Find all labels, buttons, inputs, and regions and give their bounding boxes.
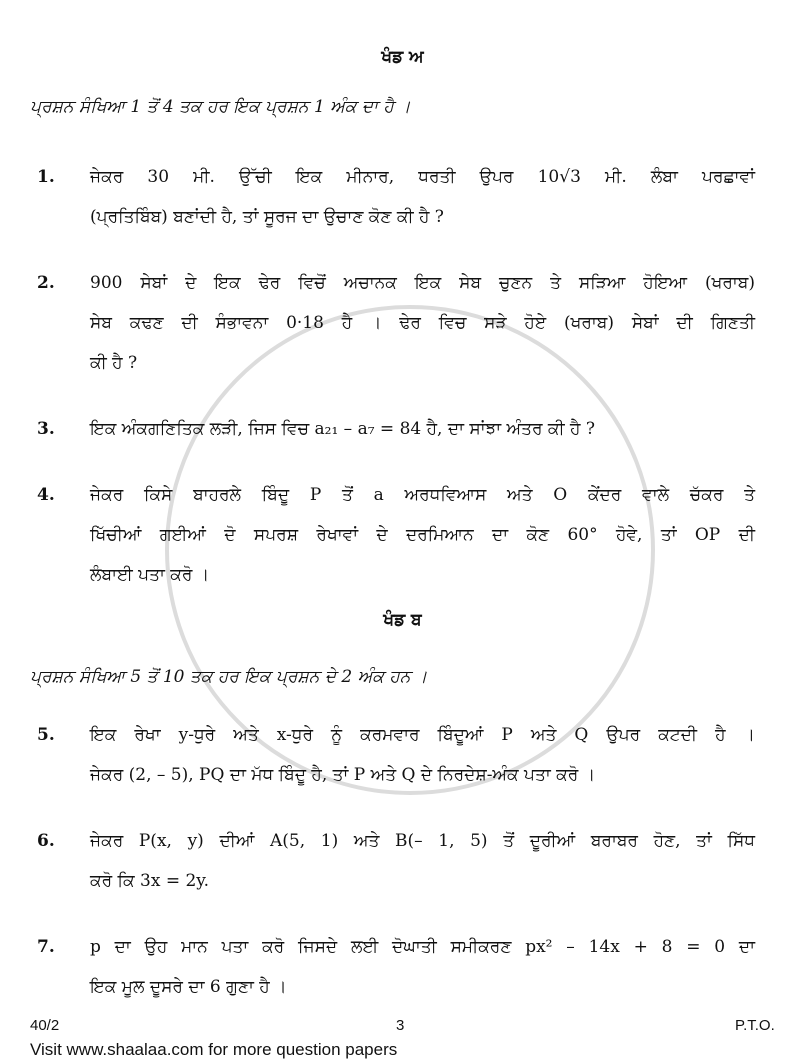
question-text-line: ਜੇਕਰ P(x, y) ਦੀਆਂ A(5, 1) ਅਤੇ B(– 1, 5) ਤੋਂ ਦੂਰੀਆਂ ਬਰਾਬਰ ਹੋਣ, ਤਾਂ ਸਿੱਧ [90,831,755,851]
question-item [30,263,755,383]
question-text-line: ਕਰੋ ਕਿ 3x = 2y. [90,871,210,891]
question-text [90,409,755,449]
question-text-line: ਸੇਬ ਕਢਣ ਦੀ ਸੰਭਾਵਨਾ 0·18 ਹੈ । ਢੇਰ ਵਿਚ ਸੜੇ ਹੋਏ (ਖਰਾਬ) ਸੇਬਾਂ ਦੀ ਗਿਣਤੀ [90,313,755,333]
page-number: 3 [396,1017,405,1034]
question-number: 5. [37,725,55,745]
pto-label: P.T.O. [735,1017,775,1034]
page-footer [30,1017,775,1037]
question-number: 1. [37,167,55,187]
question-text [90,475,755,595]
question-text-line: ਜੇਕਰ (2, – 5), PQ ਦਾ ਮੱਧ ਬਿੰਦੂ ਹੈ, ਤਾਂ P ਅਤੇ Q ਦੇ ਨਿਰਦੇਸ਼-ਅੰਕ ਪਤਾ ਕਰੋ । [90,765,596,785]
visit-link[interactable]: Visit www.shaalaa.com for more question papers [30,1040,398,1059]
question-text-line: 900 ਸੇਬਾਂ ਦੇ ਇਕ ਢੇਰ ਵਿਚੋਂ ਅਚਾਨਕ ਇਕ ਸੇਬ ਚੁਣਨ ਤੇ ਸੜਿਆ ਹੋਇਆ (ਖਰਾਬ) [90,273,755,293]
question-text-line: p ਦਾ ਉਹ ਮਾਨ ਪਤਾ ਕਰੋ ਜਿਸਦੇ ਲਈ ਦੋਘਾਤੀ ਸਮੀਕਰਣ px² – 14x + 8 = 0 ਦਾ [90,937,755,957]
question-item [30,821,755,901]
section-a-heading: ਖੰਡ ਅ [381,47,424,67]
question-number: 4. [37,485,55,505]
question-text [90,821,755,901]
question-number: 7. [37,937,55,957]
question-text-line: ਲੰਬਾਈ ਪਤਾ ਕਰੋ । [90,565,210,585]
question-text-line: ਇਕ ਰੇਖਾ y-ਧੁਰੇ ਅਤੇ x-ਧੁਰੇ ਨੂੰ ਕਰਮਵਾਰ ਬਿੰਦੂਆਂ P ਅਤੇ Q ਉਪਰ ਕਟਦੀ ਹੈ । [90,725,755,745]
question-number: 2. [37,273,55,293]
question-text-line: ਖਿੱਚੀਆਂ ਗਈਆਂ ਦੋ ਸਪਰਸ਼ ਰੇਖਾਵਾਂ ਦੇ ਦਰਮਿਆਨ ਦਾ ਕੋਣ 60° ਹੋਵੇ, ਤਾਂ OP ਦੀ [90,525,755,545]
question-text-line: ਜੇਕਰ ਕਿਸੇ ਬਾਹਰਲੇ ਬਿੰਦੂ P ਤੋਂ a ਅਰਧਵਿਆਸ ਅਤੇ O ਕੇਂਦਰ ਵਾਲੇ ਚੱਕਰ ਤੇ [90,485,755,505]
question-text-line: ਇਕ ਮੂਲ ਦੂਸਰੇ ਦਾ 6 ਗੁਣਾ ਹੈ । [90,977,287,997]
question-number: 6. [37,831,55,851]
section-b-heading: ਖੰਡ ਬ [383,610,422,630]
question-item [30,409,755,449]
question-text [90,927,755,1007]
question-item [30,157,755,237]
question-item [30,927,755,1007]
question-text [90,263,755,383]
section-b-questions [30,715,755,1007]
question-text-line: ਇਕ ਅੰਕਗਣਿਤਿਕ ਲੜੀ, ਜਿਸ ਵਿਚ a₂₁ – a₇ = 84 ਹੈ, ਦਾ ਸਾਂਝਾ ਅੰਤਰ ਕੀ ਹੈ ? [90,419,595,439]
question-text-line: (ਪ੍ਰਤਿਬਿੰਬ) ਬਣਾਂਦੀ ਹੈ, ਤਾਂ ਸੂਰਜ ਦਾ ਉਚਾਣ ਕੋਣ ਕੀ ਹੈ ? [90,207,444,227]
question-text [90,715,755,795]
paper-code: 40/2 [30,1017,60,1034]
section-a-questions [30,157,755,595]
section-a-instruction: ਪ੍ਰਸ਼ਨ ਸੰਖਿਆ 1 ਤੋਂ 4 ਤਕ ਹਰ ਇਕ ਪ੍ਰਸ਼ਨ 1 ਅੰਕ ਦਾ ਹੈ । [30,97,411,117]
question-text-line: ਕੀ ਹੈ ? [90,353,138,373]
question-item [30,715,755,795]
question-text [90,157,755,237]
question-number: 3. [37,419,55,439]
section-b-instruction: ਪ੍ਰਸ਼ਨ ਸੰਖਿਆ 5 ਤੋਂ 10 ਤਕ ਹਰ ਇਕ ਪ੍ਰਸ਼ਨ ਦੇ 2 ਅੰਕ ਹਨ । [30,667,428,687]
question-item [30,475,755,595]
question-text-line: ਜੇਕਰ 30 ਮੀ. ਉੱਚੀ ਇਕ ਮੀਨਾਰ, ਧਰਤੀ ਉਪਰ 10√3 ਮੀ. ਲੰਬਾ ਪਰਛਾਵਾਂ [90,167,755,187]
